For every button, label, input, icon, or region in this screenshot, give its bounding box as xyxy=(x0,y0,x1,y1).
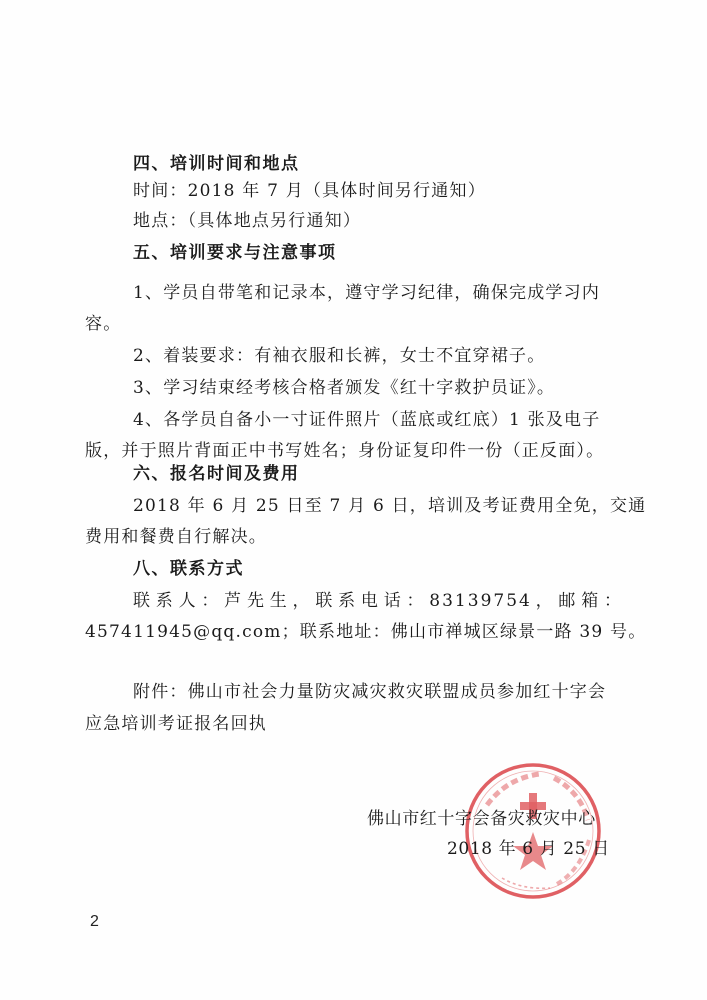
training-place-text: 地点：（具体地点另行通知） xyxy=(133,211,362,231)
official-seal-stamp xyxy=(462,760,604,902)
requirement-item-2: 2、着装要求：有袖衣服和长裤，女士不宜穿裙子。 xyxy=(133,346,546,366)
attachment-line-1: 附件：佛山市社会力量防灾减灾救灾联盟成员参加红十字会 xyxy=(133,682,607,702)
requirement-item-4-line-2: 版，并于照片背面正中书写姓名；身份证复印件一份（正反面）。 xyxy=(85,441,605,461)
signature-organization: 佛山市红十字会备灾救灾中心 xyxy=(367,809,596,829)
section-heading-training-time-place: 四、培训时间和地点 xyxy=(133,154,300,174)
section-heading-requirements: 五、培训要求与注意事项 xyxy=(133,243,337,263)
requirement-item-4-line-1: 4、各学员自备小一寸证件照片（蓝底或红底）1 张及电子 xyxy=(133,410,601,430)
registration-text-line-2: 费用和餐费自行解决。 xyxy=(85,527,267,547)
contact-line-2: 457411945@qq.com；联系地址：佛山市禅城区绿景一路 39 号。 xyxy=(85,622,647,642)
page-number: 2 xyxy=(90,913,99,930)
signature-date: 2018 年 6 月 25 日 xyxy=(447,839,610,859)
training-time-text: 时间：2018 年 7 月（具体时间另行通知） xyxy=(133,181,486,201)
requirement-item-1-line-2: 容。 xyxy=(85,314,122,334)
requirement-item-1-line-1: 1、学员自带笔和记录本，遵守学习纪律，确保完成学习内 xyxy=(133,283,601,303)
attachment-line-2: 应急培训考证报名回执 xyxy=(85,714,267,734)
section-heading-registration: 六、报名时间及费用 xyxy=(133,464,300,484)
section-heading-contact: 八、联系方式 xyxy=(133,559,244,579)
requirement-item-3: 3、学习结束经考核合格者颁发《红十字救护员证》。 xyxy=(133,378,556,398)
contact-line-1: 联系人：芦先生，联系电话：83139754，邮箱： xyxy=(133,591,623,611)
registration-text-line-1: 2018 年 6 月 25 日至 7 月 6 日，培训及考证费用全免，交通 xyxy=(133,496,647,516)
